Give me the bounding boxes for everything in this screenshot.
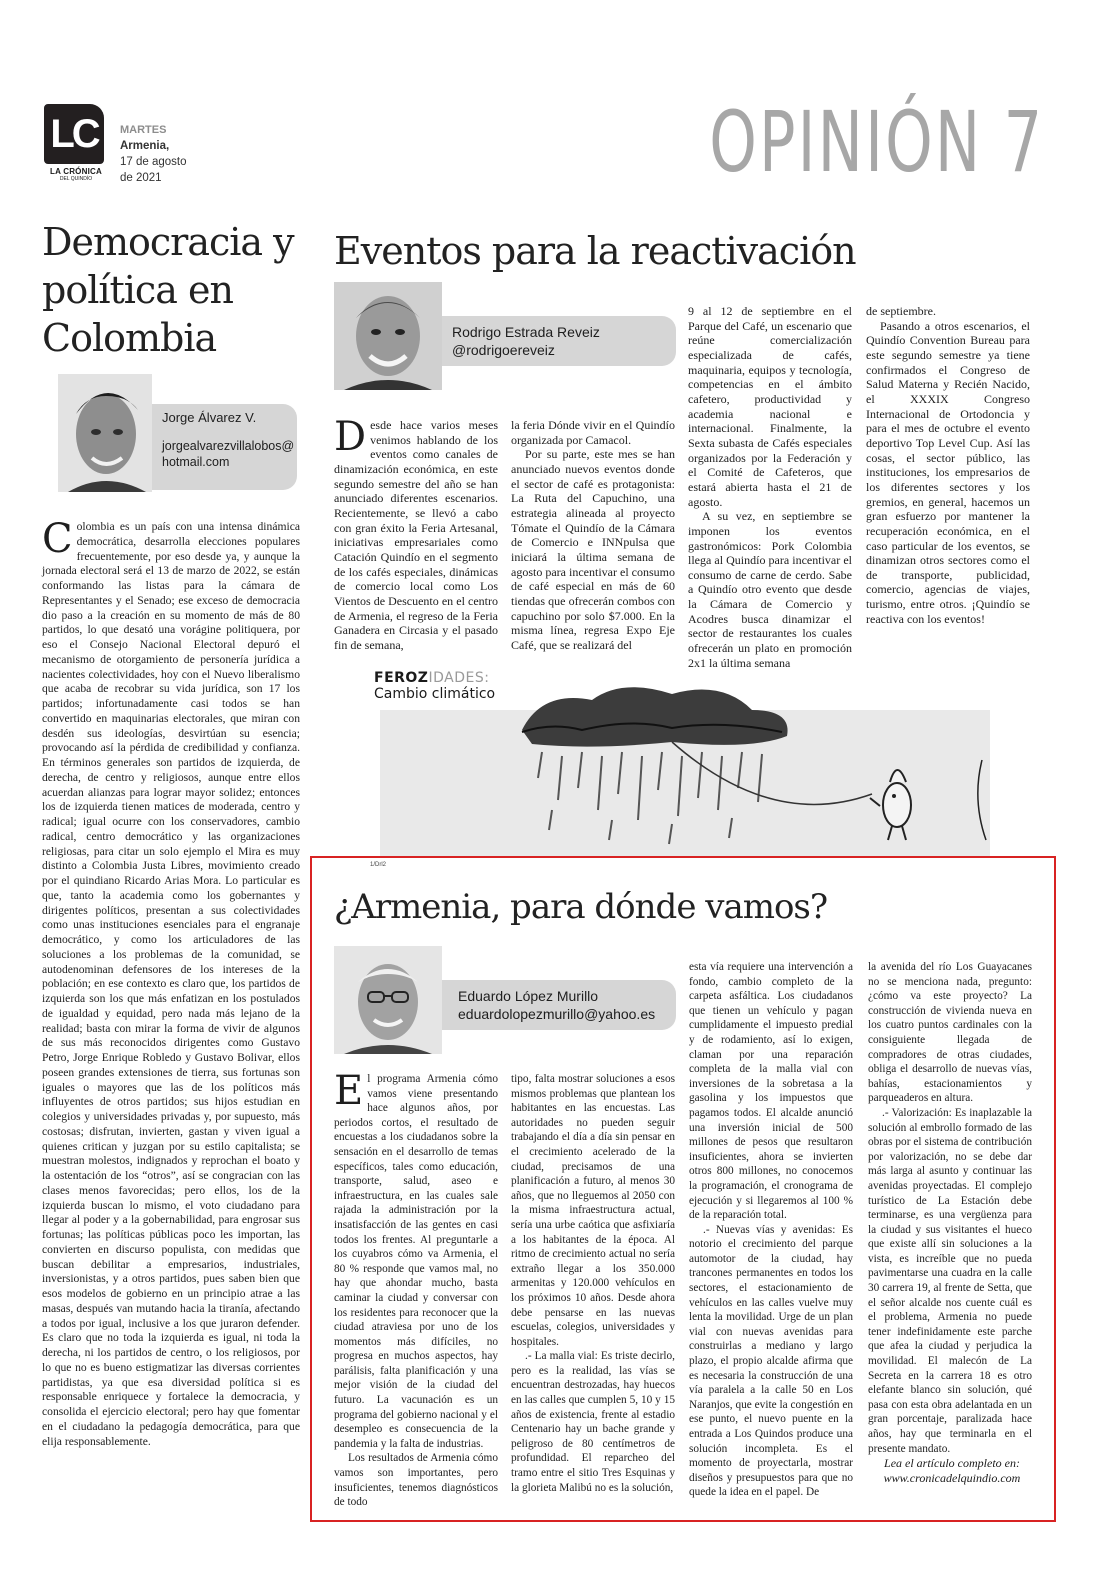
article-bottom-author-email[interactable]: eduardolopezmurillo@yahoo.es bbox=[458, 1006, 656, 1022]
article-left-headline: Democracia y política en Colombia bbox=[42, 220, 294, 360]
article-bottom-col-1: El programa Armenia cómo vamos viene presentando hace algunos años, por periodos cortos, el resultado de encuestas a los ciudadanos sobre la sensación en el desarrollo de temas específicos, tales como educación, transporte, salud, aseo e infraestructura, en las cuales sale rajada la administración por la insatisfacción de las gentes en casi todos los frentes. Al preguntarle a los cuyabros cómo va Armenia, el 80 % responde que vamos mal, no hay que ahondar mucho, basta caminar la ciudad y conversar con los residentes para reconocer que la ciudad atraviesa por uno de los momentos más difíciles, no progresa en muchos aspectos, hay parálisis, falta planificación y una mejor visión de la ciudad del futuro. La vacunación es un programa del gobierno nacional y el desempleo es consecuencia de la pandemia y la falta de industrias. Los resultados de Armenia cómo vamos son importantes, pero insuficientes, tenemos diagnósticos de todo bbox=[334, 1068, 498, 1509]
portrait-icon bbox=[58, 374, 152, 492]
cartoon-illustration bbox=[372, 670, 1072, 860]
section-title: OPINIÓN 7 bbox=[709, 93, 1044, 191]
article-left-author-name: Jorge Álvarez V. bbox=[162, 410, 257, 425]
article-left-author-email[interactable]: jorgealvarezvillalobos@ hotmail.com bbox=[162, 439, 295, 469]
dateline-city: Armenia, bbox=[120, 140, 170, 152]
article-top-col-2: la feria Dónde vivir en el Quindío organizada por Camacol. Por su parte, este mes se han anunciado nuevos eventos donde el sector de café es protagonista: La Ruta del Capuchino, una estrategia alineada al proyecto Tómate el Quindío de la Cámara de Comercio e INNpulsa que iniciará la última semana de agosto para incentivar el consumo de café especial en más de 60 tiendas que ofrecerán combos con capuchino por solo $7.000. En la misma línea, regresa Expo Eje Café, que se realizará del bbox=[511, 418, 675, 652]
cartoon-title: Cambio climático bbox=[374, 686, 496, 702]
article-top-col-1: Desde hace varios meses venimos hablando de los eventos como canales de dinamización económica, en este segundo semestre del año se han anunciado diferentes escenarios. Recientemente, se llevó a cabo con gran éxito la Feria Artesanal, iniciativas empresariales como Catación Quindío en el segmento de los cafés especiales, dinámicas de comercio local como Los Vientos de Descuento en el centro de Armenia, el regreso de la Feria Ganadera en Circasia y el pasado fin de semana, bbox=[334, 414, 498, 652]
article-left-author-box bbox=[145, 404, 297, 490]
article-bottom-col-4: la avenida del río Los Guayacanes no se menciona nada, pregunto: ¿cómo va este proyecto? La construcción de vivienda nueva en los cuatro puntos cardinales con la consiguiente llegada de compradores de otras ciudades, obliga el desarrollo de nuevas vías, bahías, estacionamientos y parqueaderos en altura. .- Valorización: Es inaplazable la solución al embrollo formado de las obras por el sistema de contribución por valorización, no se debe dar más larga al asunto y continuar las avenidas proyectadas. El complejo turístico de La Estación debe terminarse, es una vergüenza para la ciudad y sus visitantes el hueco que existe allí sin soluciones a la vista, es increíble que no pueda pavimentarse una cuadra en la calle 30 carrera 19, al frente de Setta, que el señor alcalde nos cuente cuál es el problema, Armenia no puede tener indefinidamente este parche que afea la ciudad y perjudica la movilidad. El malecón de La Secreta en la carrera 18 es otro elefante blanco sin solución, qué pasa con esta obra adelantada en un gran porcentaje, paralizada hace años, hay que terminarla en el presente mandato. bbox=[868, 961, 1032, 1455]
newspaper-logo bbox=[44, 104, 108, 182]
dropcap: E bbox=[334, 1068, 364, 1114]
article-top-col-3: 9 al 12 de septiembre en el Parque del Café, un escenario que reúne comercialización especializada de cafés, maquinaria, equipos y tecnología, competencias en el ámbito cafetero, productividad y academia nacional e internacional. Finalmente, la Sexta subasta de Cafés especiales organizados por la Federación y el Comité de Cafeteros, que estará abierta hasta el 21 de agosto. A su vez, en septiembre se imponen los eventos gastronómicos: Pork Colombia llega al Quindío para incentivar el consumo de carne de cerdo. Sabe a Quindío otro evento que desde la Cámara de Comercio y Acodres busca dinamizar el sector de restaurantes los cuales ofrecerán un plato en promoción 2x1 la última semana bbox=[688, 304, 852, 670]
logo-mark: LC bbox=[44, 104, 104, 164]
cartoon-series-bold: FEROZ bbox=[374, 670, 429, 686]
article-bottom-author-name: Eduardo López Murillo bbox=[458, 988, 599, 1004]
article-top-col-4: de septiembre. Pasando a otros escenarios, el Quindío Convention Bureau para este segundo semestre ya tiene confirmados el Congreso de Salud Materna y Recién Nacido, el XXXIX Congreso Internacional de Ortodoncia y para el mes de octubre el evento deportivo Top Level Cup. Así las cosas, el sector público, las instituciones, los empresarios de los diferentes sectores y los gremios, en general, hacemos un gran esfuerzo por mantener la recuperación económica, en el caso particular de los eventos, se dinamizan otros sectores como el de transporte, publicidad, comercio, agencias de viajes, turismo, entre otros. ¡Quindío se reactiva con los eventos! bbox=[866, 304, 1030, 626]
dateline-date: 17 de agosto bbox=[120, 156, 187, 168]
article-left-author-photo bbox=[58, 374, 152, 492]
article-top-author-name: Rodrigo Estrada Reveiz bbox=[452, 324, 600, 340]
portrait-icon bbox=[334, 282, 442, 390]
article-bottom-author-photo bbox=[334, 946, 442, 1054]
article-top-author-box bbox=[430, 316, 676, 366]
dateline bbox=[120, 122, 187, 186]
dateline-day: MARTES bbox=[120, 124, 167, 136]
article-bottom-col-3: esta vía requiere una intervención a fondo, cambio completo de la carpeta asfáltica. Los ciudadanos que tienen un vehículo y pagan cumplidamente el impuesto predial y de rodamiento, así lo exigen, claman por una reparación completa de la malla vial con inversiones de la sobretasa a la gasolina y los impuestos que pagamos todos. El alcalde anunció una inversión inicial de 500 millones de pesos que resultaron insuficientes, ahora se invierten otros 800 millones, no conocemos la programación, el cronograma de ejecución y si llegaremos al 100 % de la reparación total. .- Nuevas vías y avenidas: Es notorio el crecimiento del parque automotor de la ciudad, hay trancones permanentes en todos los sectores, el estacionamiento de vehículos en las calles vuelve muy lenta la movilidad. Urge de un plan vial con nuevas avenidas para construirlas a mediano y largo plazo, el propio alcalde afirma que es necesaria la construcción de una vía paralela a la calle 50 en Los Naranjos, que evite la congestión en ese punto, el nuevo puente en la entrada a Los Quindos produce una solución incompleta. Es el momento de proyectarla, mostrar diseños y presupuestos para que no quede la idea en el papel. De bbox=[689, 961, 853, 1499]
dropcap: D bbox=[334, 414, 367, 460]
portrait-icon bbox=[334, 946, 442, 1054]
article-top-author-handle[interactable]: @rodrigoereveiz bbox=[452, 342, 555, 358]
article-bottom-col-2: tipo, falta mostrar soluciones a esos mismos problemas que plantean los habitantes en las encuestas. Las autoridades no pueden seguir trabajando el día a día sin pensar en el crecimiento acelerado de la ciudad, precisamos de una planificación a futuro, al menos 30 años, que no lleguemos al 2050 con la misma infraestructura actual, sería una urbe caótica que asfixiaría a los habitantes de la época. Al ritmo de crecimiento actual no sería extraño llegar a los 350.000 armenitas y 120.000 vehículos en los próximos 10 años. Desde ahora debe pensarse en las nuevas escuelas, colegios, universidades y hospitales. .- La malla vial: Es triste decirlo, pero es la realidad, las vías se encuentran destrozadas, hay huecos en las calles que cumplen 5, 10 y 15 años de existencia, frente al estadio Centenario hay un bache grande y peligroso de 80 centímetros de profundidad. El reparcheo del tramo entre el sitio Tres Esquinas y la glorieta Malibú no es la solución, bbox=[511, 1073, 675, 1494]
dropcap: C bbox=[42, 516, 73, 562]
cartoon-series-light: IDADES: bbox=[428, 670, 490, 686]
logo-name: LA CRÓNICA bbox=[50, 167, 102, 176]
read-more-link[interactable]: Lea el artículo completo en: www.cronicadelquindio.com bbox=[883, 1456, 1021, 1485]
article-top-headline: Eventos para la reactivación bbox=[334, 229, 856, 273]
logo-subtitle: DEL QUINDÍO bbox=[59, 176, 93, 182]
article-bottom-author-box bbox=[432, 980, 676, 1030]
article-top-author-photo bbox=[334, 282, 442, 390]
dateline-year: de 2021 bbox=[120, 172, 162, 184]
article-left-body: Colombia es un país con una intensa dinámica democrática, desarrolla elecciones populares frecuentemente, por eso desde ya, y aunque la jornada electoral será el 13 de marzo de 2022, se están conformando las listas para la cámara de Representantes y el Senado; ese exceso de democracia dio paso a la creación en su momento de más de 80 partidos, lo que desató una vorágine politiquera, por eso el Consejo Nacional Electoral depuró el mecanismo de otorgamiento de personería jurídica a nacientes colectividades, hoy con el Nuevo liberalismo que acaba de recobrar su vida jurídica, son 17 los partidos; infortunadamente casi todos se han convertido en maquinarias electorales, que miran con desdén sus ideologías, desvirtúan su esencia; provocando así la pérdida de credibilidad y confianza. En términos generales son partidos de izquierda, de derecha, de centro y religiosos, aunque entre ellos acuerdan alianzas para lograr mayor solidez; entonces los de izquierda tienen matices de moderada, centro y radical; igual ocurre con los conservadores, cambio radical, centro democrático y las organizaciones religiosas, para citar un solo ejemplo el Mira es muy distinto a Colombia Justa Libres, movimiento creado por el quindiano Ricardo Arias Mora. Lo particular es que, tanto la academia como los gobernantes y dirigentes políticos, presentan a sus colectividades como unas instituciones esenciales para el engranaje democrático, y como los articuladores de las soluciones a los problemas de la comunidad, se autodenominan defensores de los intereses de la población; en ese contexto es claro que, los partidos de izquierda son los que más enfatizan en los postulados de igualdad y equidad, pero nada más lejano de la realidad; basta con mirar la forma de vivir de algunos de sus más reconocidos dirigentes como Gustavo Petro, Jorge Enrique Robledo y Gustavo Bolivar, ellos poseen grandes extensiones de tierra, sus fortunas son iguales o mayores que las de los políticos más influyentes de otros partidos; sus hijos estudian en colegios y universidades privadas y, por supuesto, más costosas; disfrutan, invierten, gastan y viven igual a quienes critican y juzgan por su estilo capitalista; se muestran molestos, indignados y reprochan el boato y la ostentación de los “otros”, así se congracian con las clases menos favorecidas; pero ellos, los de la izquierda buscan lo mismo, el voto ciudadano para llegar al poder y a la gobernabilidad, para engrosar sus fortunas; las políticas públicas poco les importan, las convierten en discurso populista, con medidas que buscan debilitar a empresarios, industriales, inversionistas, y a otros partidos, pues saben bien que esos modelos de gobierno en un principio atrae a las masas, después van mutando hacia la tiranía, afectando a todos por igual, inclusive a los que juraron defender. Es claro que no toda la izquierda es igual, ni toda la derecha, ni los partidos de centro, o los religiosos, por lo que no es bueno estigmatizar las diversas corrientes partidistas, ya que esa diversidad política si es responsable enriquece y fortalece la democracia, y consolida el ejercicio electoral; pero hay que fomentar en el ciudadano la pedagogía democrática, para que elija responsablemente. bbox=[42, 516, 300, 1448]
article-bottom-headline: ¿Armenia, para dónde vamos? bbox=[334, 887, 828, 927]
cartoon-credit: 1/Drl2 bbox=[370, 862, 387, 868]
